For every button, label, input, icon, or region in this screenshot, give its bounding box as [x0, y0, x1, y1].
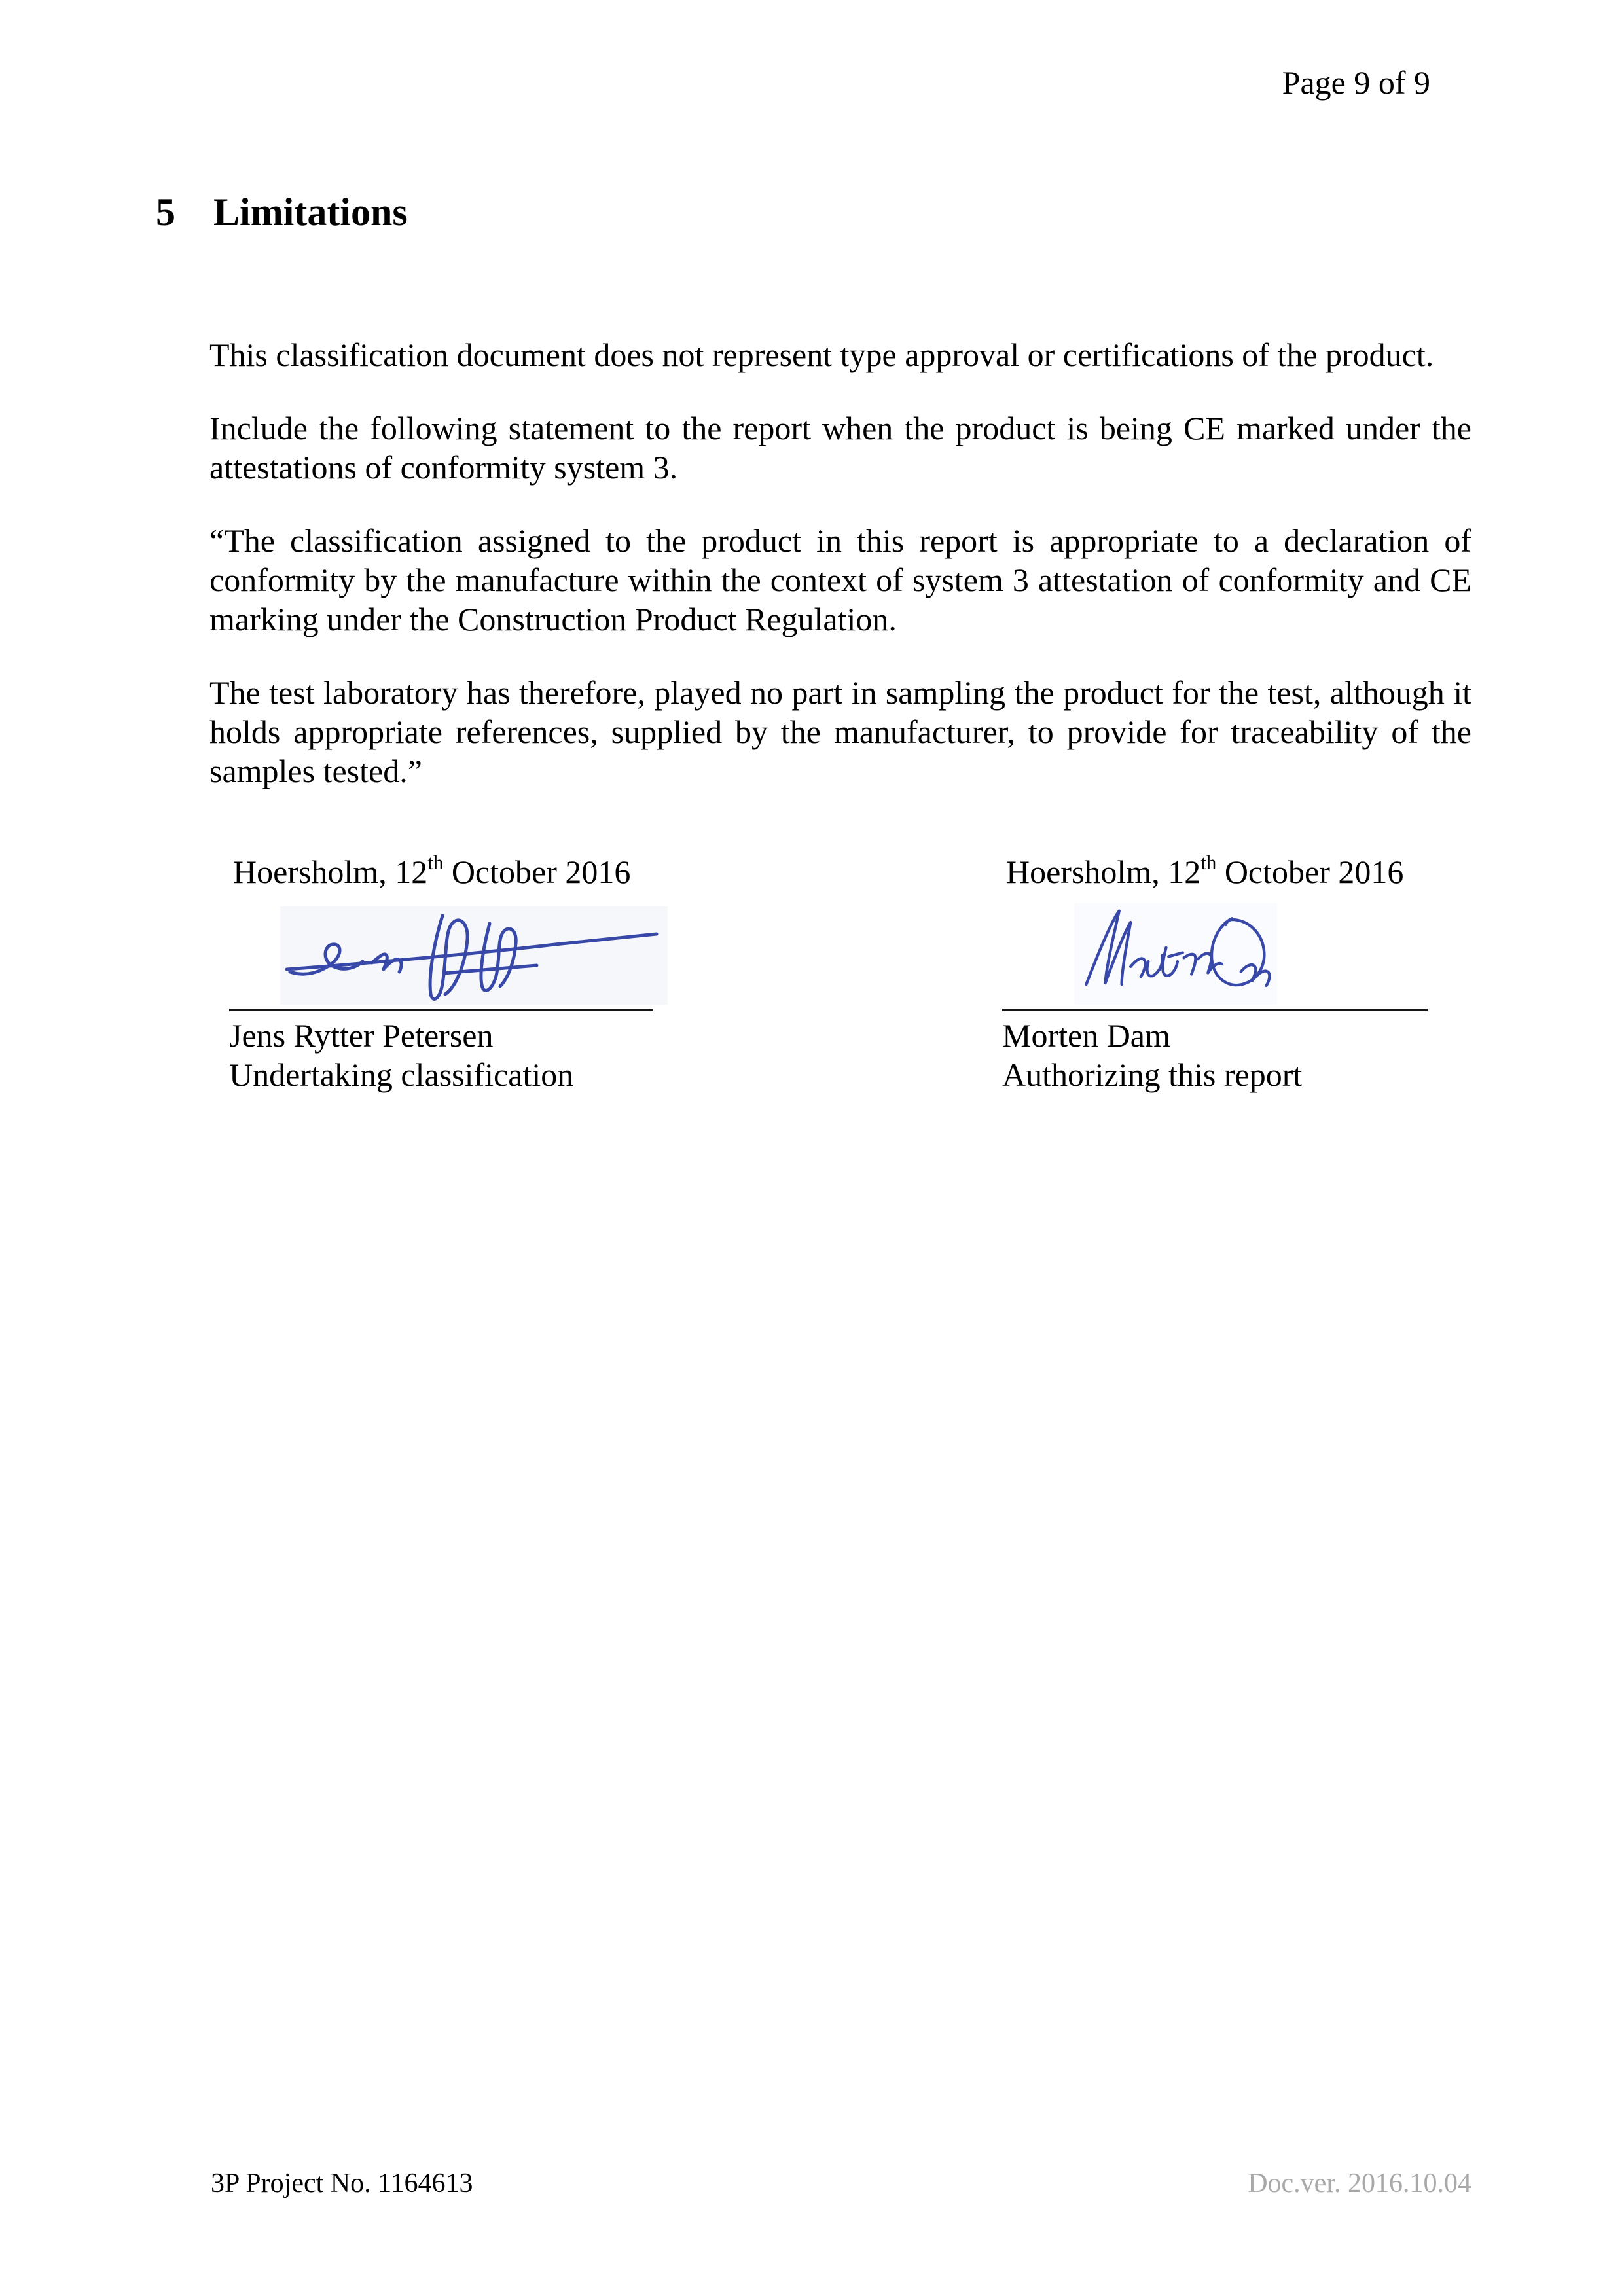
signatory-role: Authorizing this report [1002, 1056, 1303, 1093]
signature-block-right [1002, 852, 1428, 1094]
section-heading [156, 190, 408, 235]
paragraph-3: “The classification assigned to the product in this report is appropriate to a declaration of conformity by the manufacture within the context of system 3 attestation of conformity and CE marking under the Construction Product Regulation. [209, 522, 1471, 637]
signature-date [1006, 852, 1428, 896]
page-number: Page 9 of 9 [1282, 64, 1430, 101]
paragraph-1: This classification document does not represent type approval or certifications of the product. [209, 336, 1434, 373]
paragraph-2: Include the following statement to the report when the product is being CE marked under the attestations of conformity system 3. [209, 410, 1471, 486]
signature-block-left [229, 852, 653, 1094]
handwritten-signature-icon [1074, 903, 1277, 1005]
section-title: Limitations [213, 190, 408, 234]
footer-doc-version: Doc.ver. 2016.10.04 [1248, 2168, 1471, 2198]
paragraph-4: The test laboratory has therefore, played no part in sampling the product for the test, although it holds appropriate references, supplied by the manufacturer, to provide for traceability of the samples tested.” [209, 674, 1471, 789]
signature-date-suffix: October 2016 [443, 853, 631, 890]
signature-date-prefix: Hoersholm, 12 [233, 853, 428, 890]
page-header [1282, 64, 1430, 101]
section-number: 5 [156, 190, 175, 234]
signature-date-ordinal: th [427, 851, 444, 874]
signature-section [209, 852, 1471, 1094]
body-text [209, 335, 1471, 1094]
signature-date-prefix: Hoersholm, 12 [1006, 853, 1201, 890]
signature-image-area [1002, 896, 1428, 1001]
signatory-name: Jens Rytter Petersen [229, 1017, 494, 1054]
signature-date-ordinal: th [1200, 851, 1217, 874]
signature-line [229, 1009, 653, 1011]
footer-project-number: 3P Project No. 1164613 [211, 2168, 473, 2198]
signature-image-area [229, 896, 653, 1001]
signature-date-suffix: October 2016 [1216, 853, 1404, 890]
signature-date [233, 852, 653, 896]
signatory-role: Undertaking classification [229, 1056, 574, 1093]
signatory-name: Morten Dam [1002, 1017, 1170, 1054]
handwritten-signature-icon [280, 906, 668, 1005]
signature-line [1002, 1009, 1428, 1011]
